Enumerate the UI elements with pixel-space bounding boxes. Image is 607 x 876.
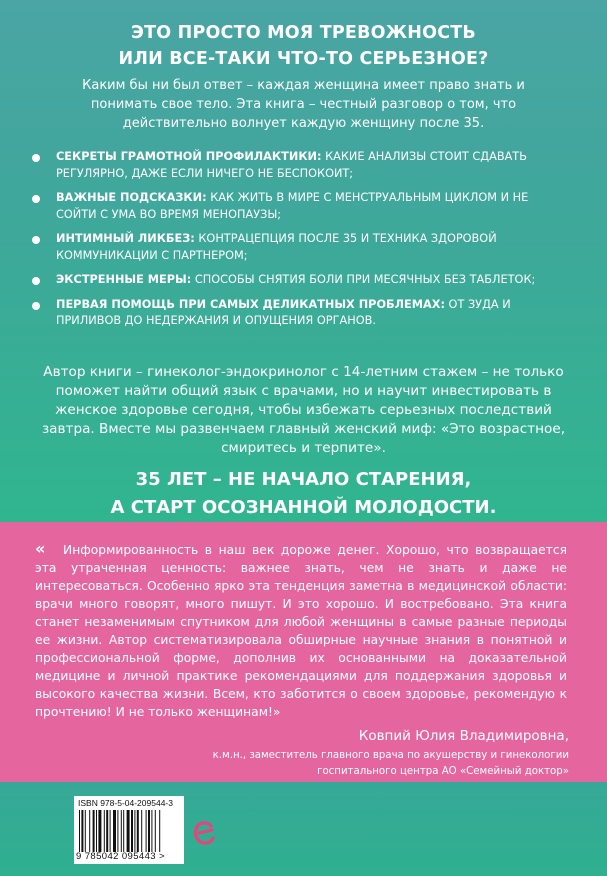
bullet-item	[32, 297, 572, 330]
bottom-section	[0, 782, 607, 876]
bullet-title: СЕКРЕТЫ ГРАМОТНОЙ ПРОФИЛАКТИКИ:	[56, 150, 322, 163]
bullet-dot-icon	[32, 302, 40, 310]
bullet-item	[32, 149, 572, 182]
bullet-title: ПЕРВАЯ ПОМОЩЬ ПРИ САМЫХ ДЕЛИКАТНЫХ ПРОБЛЕМАХ:	[56, 297, 445, 311]
publisher-logo-icon	[193, 820, 215, 846]
bullet-text: КОНТРАЦЕПЦИЯ ПОСЛЕ 35 И ТЕХНИКА ЗДОРОВОЙ КОММУНИКАЦИИ С ПАРТНЕРОМ;	[56, 232, 497, 262]
bullet-item	[32, 231, 572, 264]
author-paragraph: Автор книги – гинеколог-эндокринолог с 14-летним стажем – не только поможет найти общий язык с врачами, но и научит инвестировать в женское здоровье сегодня, чтобы избежать серьезных последствий завтра. Вместе мы развенчаем главный женский миф: «Это возрастное, смиритесь и терпите».	[41, 364, 566, 456]
bullet-list	[32, 149, 572, 338]
review-section	[0, 522, 607, 782]
bullet-title: ЭКСТРЕННЫЕ МЕРЫ:	[56, 273, 192, 286]
reviewer-title-line-1: к.м.н., заместитель главного врача по акушерству и гинекологии	[212, 750, 569, 761]
bullet-text: КАКИЕ АНАЛИЗЫ СТОИТ СДАВАТЬ РЕГУЛЯРНО, ДАЖЕ ЕСЛИ НИЧЕГО НЕ БЕСПОКОИТ;	[56, 150, 527, 180]
headline	[0, 20, 607, 72]
headline-line-2: ИЛИ ВСЕ-ТАКИ ЧТО-ТО СЕРЬЕЗНОЕ?	[118, 49, 489, 69]
slogan	[0, 466, 607, 522]
isbn-label: ISBN 978-5-04-209544-3	[78, 798, 173, 808]
slogan-line-2: А СТАРТ ОСОЗНАННОЙ МОЛОДОСТИ.	[110, 497, 497, 518]
bullet-dot-icon	[32, 154, 40, 162]
bullet-item	[32, 272, 572, 289]
bullet-dot-icon	[32, 195, 40, 203]
reviewer-name: Ковпий Юлия Владимировна,	[358, 728, 569, 744]
intro-paragraph: Каким бы ни был ответ – каждая женщина имеет право знать и понимать свое тело. Эта книга – честный разговор о том, что действительно волнует каждую женщину после 35.	[82, 78, 525, 131]
bullet-dot-icon	[32, 236, 40, 244]
barcode	[74, 796, 184, 864]
bullet-title: ВАЖНЫЕ ПОДСКАЗКИ:	[56, 191, 207, 204]
bullet-text: СПОСОБЫ СНЯТИЯ БОЛИ ПРИ МЕСЯЧНЫХ БЕЗ ТАБЛЕТОК;	[191, 273, 536, 286]
close-quote-mark: »	[272, 705, 281, 719]
bullet-title: ИНТИМНЫЙ ЛИКБЕЗ:	[56, 232, 195, 245]
barcode-bars-icon	[78, 810, 180, 852]
headline-line-1: ЭТО ПРОСТО МОЯ ТРЕВОЖНОСТЬ	[131, 23, 476, 43]
bullet-dot-icon	[32, 277, 40, 285]
reviewer-title-line-2: госпитального центра АО «Семейный доктор»	[317, 766, 569, 777]
review-text: Информированность в наш век дороже денег. Хорошо, что возвращается эта утраченная ценность: важнее знать, чем не знать и даже не интересоваться. Особенно ярко эта тенденция заметна в медицинской области: врачи много говорят, много пишут. И это хорошо. И востребовано. Эта книга станет незаменимым спутником для любой женщины в самые разные периоды ее жизни. Автор систематизировала обширные научные знания в понятной и профессиональной форме, дополнив их основанными на доказательной медицине и личной практике рекомендациями для поддержания здоровья и высокого качества жизни. Всем, кто заботится о своем здоровье, рекомендую к прочтению! И не только женщинам!	[35, 543, 567, 719]
slogan-line-1: 35 ЛЕТ – НЕ НАЧАЛО СТАРЕНИЯ,	[135, 469, 472, 490]
review-quote	[35, 541, 567, 721]
bullet-text: ОТ ЗУДА И ПРИЛИВОВ ДО НЕДЕРЖАНИЯ И ОПУЩЕНИЯ ОРГАНОВ.	[56, 297, 511, 327]
open-quote-icon: «	[35, 539, 46, 558]
bullet-text: КАК ЖИТЬ В МИРЕ С МЕНСТРУАЛЬНЫМ ЦИКЛОМ И НЕ СОЙТИ С УМА ВО ВРЕМЯ МЕНОПАУЗЫ;	[56, 191, 529, 221]
barcode-digits: 9 785042 095443 >	[76, 851, 165, 862]
reviewer-title	[99, 748, 569, 780]
bullet-item	[32, 190, 572, 223]
